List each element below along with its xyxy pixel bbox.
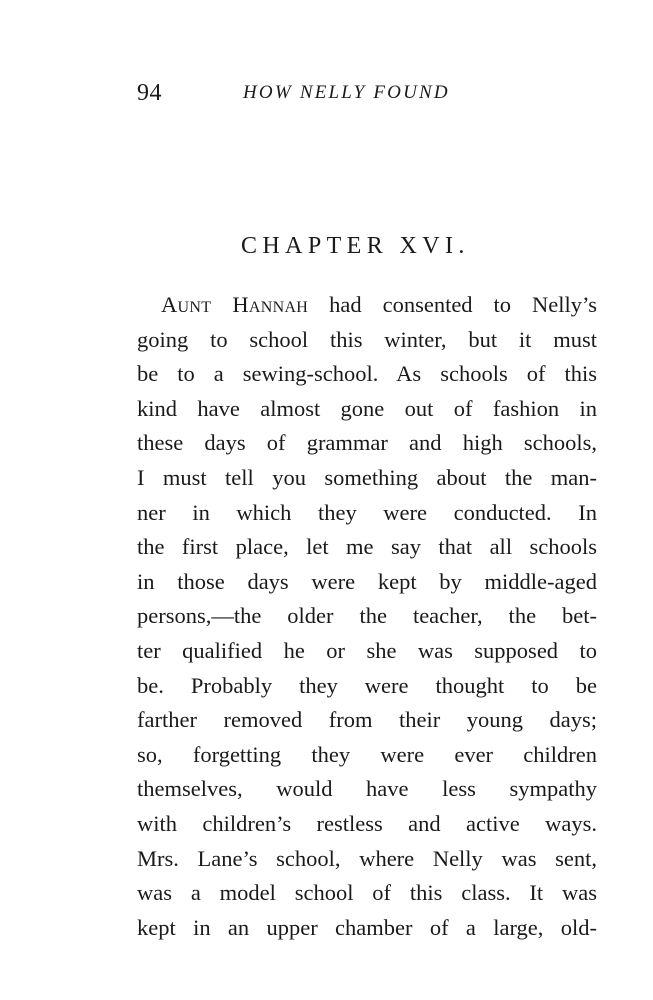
opening-small-caps: Hannah [232,292,309,317]
text-line: with children’s restless and active ways. [137,810,597,836]
text-line: going to school this winter, but it must [137,326,597,352]
text-line: was a model school of this class. It was [137,880,597,906]
text-line: in those days were kept by middle-aged [137,568,597,594]
text-line: kind have almost gone out of fashion in [137,395,597,421]
text-line: ner in which they were conducted. In [137,499,597,525]
body-text [137,288,597,945]
text-line: Mrs. Lane’s school, where Nelly was sent, [137,845,597,871]
text-line: persons,—the older the teacher, the bet- [137,603,597,629]
text-line: these days of grammar and high schools, [137,430,597,456]
text-line: themselves, would have less sympathy [137,776,597,802]
text-line: be to a sewing-school. As schools of this [137,361,597,387]
text-line-content: had consented to Nelly’s [308,292,598,317]
text-line: the first place, let me say that all schools [137,534,597,560]
text-line: kept in an upper chamber of a large, old- [137,914,597,940]
text-line: ter qualified he or she was supposed to [137,637,597,663]
text-line: farther removed from their young days; [137,707,597,733]
text-line: so, forgetting they were ever children [137,741,597,767]
running-head: HOW NELLY FOUND [243,82,450,103]
text-line: be. Probably they were thought to be [137,672,597,698]
page-number: 94 [137,80,162,106]
text-line [137,288,597,323]
opening-small-caps: Aunt [161,292,212,317]
chapter-title: CHAPTER XVI. [241,233,470,259]
text-line: I must tell you something about the man- [137,464,597,490]
